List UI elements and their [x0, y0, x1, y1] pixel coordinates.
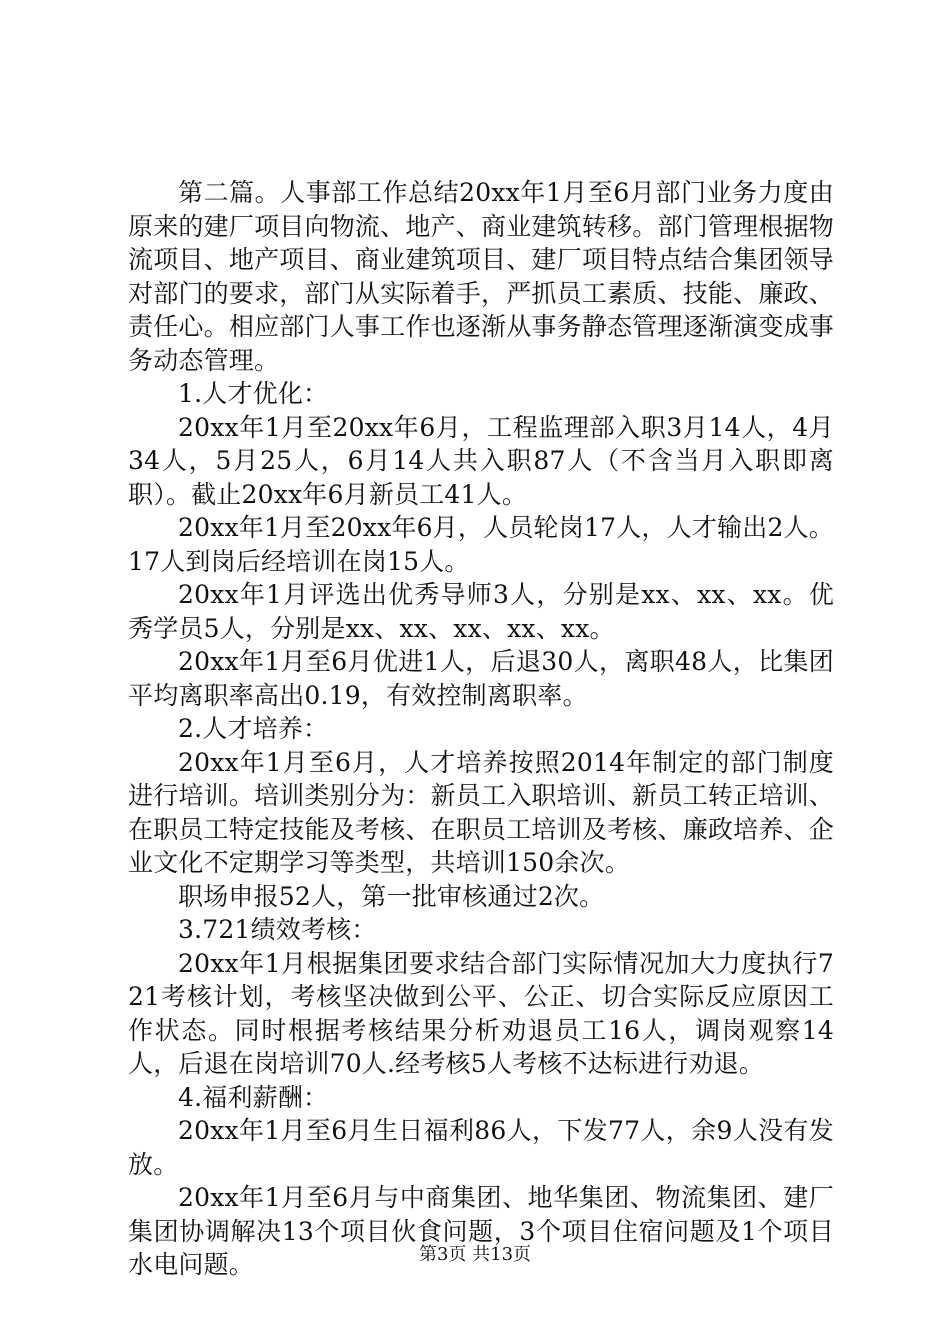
paragraph-onboarding: 20xx年1月至20xx年6月，工程监理部入职3月14人，4月34人，5月25人，6月14人共入职87人（不含当月入职即离职）。截止20xx年6月新员工41人。: [128, 412, 834, 509]
paragraph-birthday-benefits: 20xx年1月至6月生日福利86人，下发77人，余9人没有发放。: [128, 1116, 834, 1179]
paragraph-title-application: 职场申报52人，第一批审核通过2次。: [178, 881, 605, 911]
section-heading-performance: 3.721绩效考核：: [178, 915, 377, 944]
document-body: [128, 176, 834, 1282]
paragraph-performance: 20xx年1月根据集团要求结合部门实际情况加大力度执行721考核计划，考核坚决做到公平、公正、切合实际反应原因工作状态。同时根据考核结果分析劝退员工16人，调岗观察14人，后退在岗培训70人.经考核5人考核不达标进行劝退。: [128, 948, 834, 1078]
paragraph-mentors: 20xx年1月评选出优秀导师3人，分别是xx、xx、xx。优秀学员5人，分别是xx、xx、xx、xx、xx。: [128, 580, 834, 643]
section-heading-benefits: 4.福利薪酬：: [178, 1082, 329, 1112]
paragraph-intro: 第二篇。人事部工作总结20xx年1月至6月部门业务力度由原来的建厂项目向物流、地产、商业建筑转移。部门管理根据物流项目、地产项目、商业建筑项目、建厂项目特点结合集团领导对部门的要求，部门从实际着手，严抓员工素质、技能、廉政、责任心。相应部门人事工作也逐渐从事务静态管理逐渐演变成事务动态管理。: [128, 178, 834, 375]
page-number-footer: 第3页 共13页: [418, 1244, 532, 1265]
paragraph-turnover: 20xx年1月至6月优进1人，后退30人，离职48人，比集团平均离职率高出0.19，有效控制离职率。: [128, 647, 834, 710]
section-heading-talent-optimization: 1.人才优化：: [178, 379, 329, 408]
paragraph-coordination: 20xx年1月至6月与中商集团、地华集团、物流集团、建厂集团协调解决13个项目伙食问题，3个项目住宿问题及1个项目水电问题。: [128, 1183, 834, 1279]
section-heading-talent-training: 2.人才培养：: [178, 714, 329, 743]
paragraph-training: 20xx年1月至6月，人才培养按照2014年制定的部门制度进行培训。培训类别分为：新员工入职培训、新员工转正培训、在职员工特定技能及考核、在职员工培训及考核、廉政培养、企业文化不定期学习等类型，共培训150余次。: [128, 747, 834, 877]
paragraph-rotation: 20xx年1月至20xx年6月，人员轮岗17人，人才输出2人。17人到岗后经培训在岗15人。: [128, 513, 834, 576]
